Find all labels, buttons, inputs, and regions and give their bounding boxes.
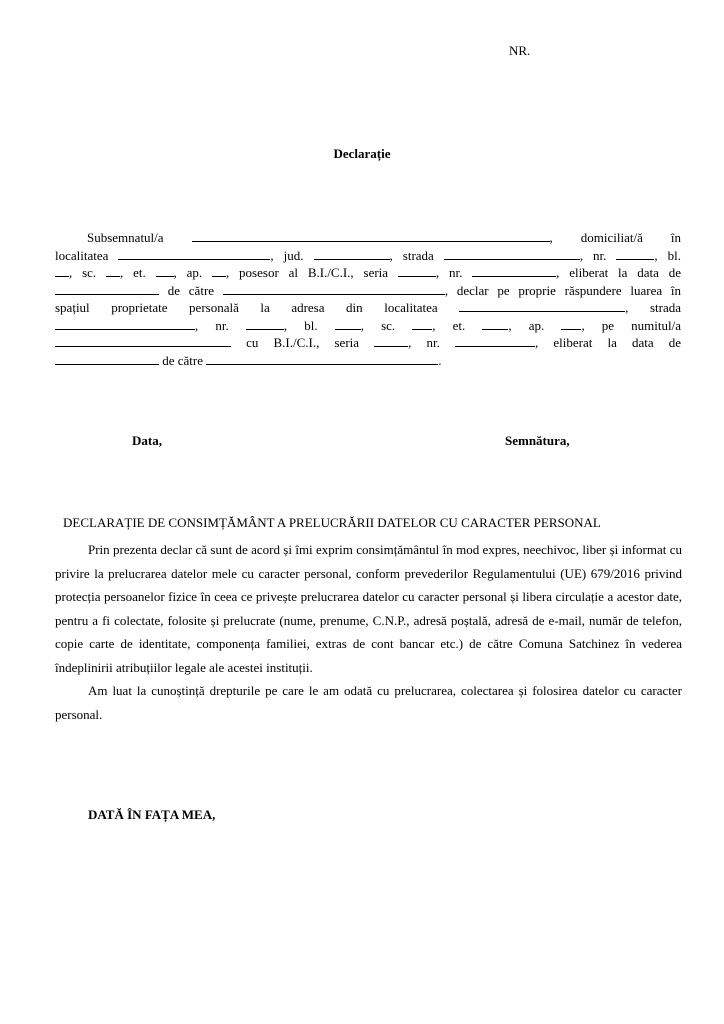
apartment-field[interactable]	[212, 265, 226, 277]
owner-id-series-field[interactable]	[374, 335, 408, 347]
stair-field[interactable]	[106, 265, 120, 277]
property-locality-field[interactable]	[459, 300, 625, 312]
document-number-label: NR.	[509, 43, 531, 58]
consent-paragraph-2: Am luat la cunoștință drepturile pe care le am odată cu prelucrarea, colectarea și folosirea datelor cu caracter personal.	[55, 683, 682, 722]
form-text: localitatea	[55, 247, 109, 263]
form-text: de către	[167, 282, 215, 298]
form-line-1	[55, 229, 681, 247]
form-text: , nr.	[435, 265, 463, 280]
property-stair-field[interactable]	[412, 318, 432, 330]
consent-paragraph-1: Prin prezenta declar că sunt de acord și îmi exprim consimțământul în mod expres, neechivoc, liber și informat cu privire la prelucrarea datelor mele cu caracter personal, conform prevederilor Regulamentului (UE) 679/2016 privind protecția persoanelor fizice în ceea ce privește prelucrarea datelor cu caracter personal și libera circulație a acestor date, pentru a fi colectate, folosite și prelucrate (nume, prenume, C.N.P., adresă poștală, adresă de e-mail, număr de telefon, copie carte de identitate, componența familiei, extras de cont bancar etc.) de către Comuna Satchinez în vederea îndeplinirii atribuțiilor legale ale acestei instituții.	[55, 542, 682, 675]
property-apartment-field[interactable]	[561, 318, 581, 330]
form-line-4	[55, 282, 681, 300]
signature-label: Semnătura,	[505, 433, 570, 448]
form-text: , strada	[625, 300, 682, 315]
county-field[interactable]	[314, 248, 390, 260]
id-series-field[interactable]	[398, 265, 436, 277]
owner-issuer-field[interactable]	[206, 353, 438, 365]
property-number-field[interactable]	[246, 318, 284, 330]
form-line-2	[55, 247, 681, 265]
consent-title: DECLARAȚIE DE CONSIMȚĂMÂNT A PRELUCRĂRII DATELOR CU CARACTER PERSONAL	[63, 515, 601, 530]
consent-body	[55, 538, 682, 726]
form-text: , sc.	[360, 317, 396, 333]
name-field[interactable]	[192, 230, 550, 242]
form-text: .	[438, 352, 442, 368]
form-text: , et.	[120, 265, 146, 280]
street-number-field[interactable]	[616, 248, 654, 260]
form-text: de către	[162, 352, 204, 368]
form-text: cu B.I./C.I., seria	[246, 335, 360, 350]
form-text: , pe numitul/a	[581, 317, 682, 333]
form-text: , declar pe proprie răspundere luarea în	[444, 282, 682, 298]
property-street-field[interactable]	[55, 318, 195, 330]
owner-name-field[interactable]	[55, 335, 231, 347]
street-field[interactable]	[444, 248, 580, 260]
form-line-8	[55, 352, 681, 370]
form-line-6	[55, 317, 681, 335]
form-text: spațiul proprietate personală la adresa din localitatea	[55, 300, 438, 315]
form-text: Subsemnatul/a	[87, 230, 164, 245]
form-text: , nr.	[408, 335, 440, 350]
form-line-3	[55, 264, 681, 282]
block-field[interactable]	[55, 265, 69, 277]
property-floor-field[interactable]	[482, 318, 508, 330]
form-text: , strada	[389, 247, 434, 263]
page-title: Declarație	[333, 146, 391, 161]
issuer-field[interactable]	[223, 283, 445, 295]
form-text: , bl.	[283, 317, 318, 333]
given-before-me-label: DATĂ ÎN FAȚA MEA,	[88, 807, 216, 822]
form-text: , posesor al B.I./C.I., seria	[225, 265, 389, 280]
form-line-7	[55, 334, 681, 352]
form-text: , eliberat la data de	[556, 265, 681, 280]
property-block-field[interactable]	[335, 318, 361, 330]
id-number-field[interactable]	[472, 265, 556, 277]
form-text: , eliberat la data de	[535, 335, 682, 350]
form-line-5	[55, 299, 681, 317]
date-label: Data,	[132, 433, 162, 448]
form-text: , ap.	[508, 317, 545, 333]
form-text: , domiciliat/ă în	[549, 230, 681, 245]
floor-field[interactable]	[156, 265, 174, 277]
form-text: , et.	[432, 317, 466, 333]
issue-date-field[interactable]	[55, 283, 159, 295]
form-text: , nr.	[195, 317, 229, 333]
declaration-form	[55, 229, 681, 369]
form-text: , nr.	[579, 247, 607, 263]
form-text: , bl.	[654, 247, 682, 263]
owner-id-number-field[interactable]	[455, 335, 535, 347]
owner-issue-date-field[interactable]	[55, 353, 159, 365]
form-text: , ap.	[173, 265, 203, 280]
form-text: , jud.	[270, 247, 304, 263]
form-text: , sc.	[69, 265, 97, 280]
locality-field[interactable]	[118, 248, 270, 260]
